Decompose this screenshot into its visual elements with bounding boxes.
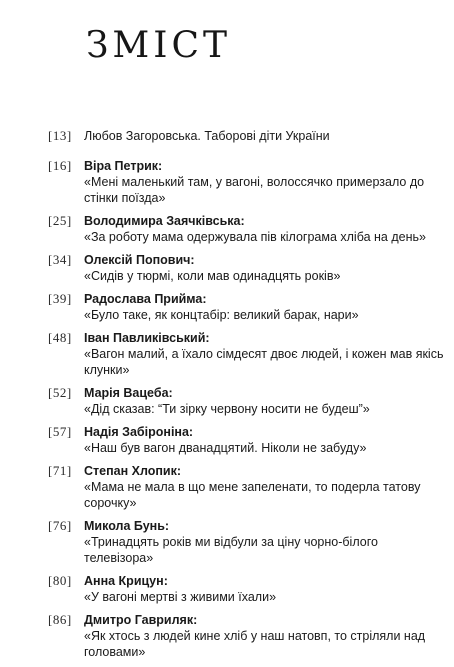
entry-body xyxy=(84,213,448,245)
entry-author: Надія Забіроніна: xyxy=(84,425,194,439)
entry-body xyxy=(84,291,448,323)
page-number: [86] xyxy=(48,612,72,627)
entry-quote: «Наш був вагон дванадцятий. Ніколи не забуду» xyxy=(84,441,367,455)
entry-quote: «Сидів у тюрмі, коли мав одинадцять років» xyxy=(84,269,341,283)
entry-body xyxy=(84,158,448,206)
entry-quote: «Тринадцять років ми відбули за ціну чорно-білого телевізора» xyxy=(84,535,378,565)
entry-author: Радослава Прийма: xyxy=(84,292,207,306)
entry-body xyxy=(84,330,448,378)
page-number: [13] xyxy=(48,128,72,143)
page-number: [76] xyxy=(48,518,72,533)
toc-entry xyxy=(48,424,448,456)
entry-quote: «За роботу мама одержувала пів кілограма хліба на день» xyxy=(84,230,426,244)
entry-body xyxy=(84,612,448,660)
toc-entry xyxy=(48,463,448,511)
toc-entry xyxy=(48,330,448,378)
intro-title: Любов Загоровська. Таборові діти України xyxy=(84,129,330,143)
toc-entry xyxy=(48,213,448,245)
toc-entry xyxy=(48,573,448,605)
page-number: [48] xyxy=(48,330,72,345)
toc-entry xyxy=(48,518,448,566)
entry-quote: «Мама не мала в що мене запеленати, то подерла татову сорочку» xyxy=(84,480,421,510)
entry-body xyxy=(84,252,448,284)
page-number: [57] xyxy=(48,424,72,439)
page-title: ЗМІСТ xyxy=(86,25,232,66)
entry-quote: «Було таке, як концтабір: великий барак, нари» xyxy=(84,308,359,322)
toc-entry xyxy=(48,252,448,284)
entry-body xyxy=(84,463,448,511)
page-number: [80] xyxy=(48,573,72,588)
entry-quote: «У вагоні мертві з живими їхали» xyxy=(84,590,277,604)
toc-entry xyxy=(48,385,448,417)
toc-intro-entry xyxy=(48,128,448,144)
toc-entry xyxy=(48,158,448,206)
entry-author: Анна Крицун: xyxy=(84,574,168,588)
page-number: [16] xyxy=(48,158,72,173)
entry-author: Олексій Попович: xyxy=(84,253,195,267)
entry-body xyxy=(84,518,448,566)
toc-list xyxy=(48,158,448,667)
entry-author: Віра Петрик: xyxy=(84,159,163,173)
entry-author: Дмитро Гавриляк: xyxy=(84,613,198,627)
entry-quote: «Як хтось з людей кине хліб у наш натовп, то стріляли над головами» xyxy=(84,629,426,659)
entry-author: Іван Павликівський: xyxy=(84,331,210,345)
page-number: [34] xyxy=(48,252,72,267)
entry-author: Степан Хлопик: xyxy=(84,464,182,478)
entry-quote: «Мені маленький там, у вагоні, волоссячко примерзало до стінки поїзда» xyxy=(84,175,425,205)
entry-body xyxy=(84,385,448,417)
page-number: [25] xyxy=(48,213,72,228)
page-number: [52] xyxy=(48,385,72,400)
toc-entry xyxy=(48,291,448,323)
page-number: [71] xyxy=(48,463,72,478)
entry-quote: «Дід сказав: “Ти зірку червону носити не будеш”» xyxy=(84,402,370,416)
entry-quote: «Вагон малий, а їхало сімдесят двоє людей, і кожен мав якісь клунки» xyxy=(84,347,444,377)
entry-author: Володимира Заячківська: xyxy=(84,214,245,228)
entry-author: Марія Вацеба: xyxy=(84,386,173,400)
entry-author: Микола Бунь: xyxy=(84,519,170,533)
page-number: [39] xyxy=(48,291,72,306)
toc-entry xyxy=(48,612,448,660)
entry-body xyxy=(84,573,448,605)
entry-body xyxy=(84,424,448,456)
